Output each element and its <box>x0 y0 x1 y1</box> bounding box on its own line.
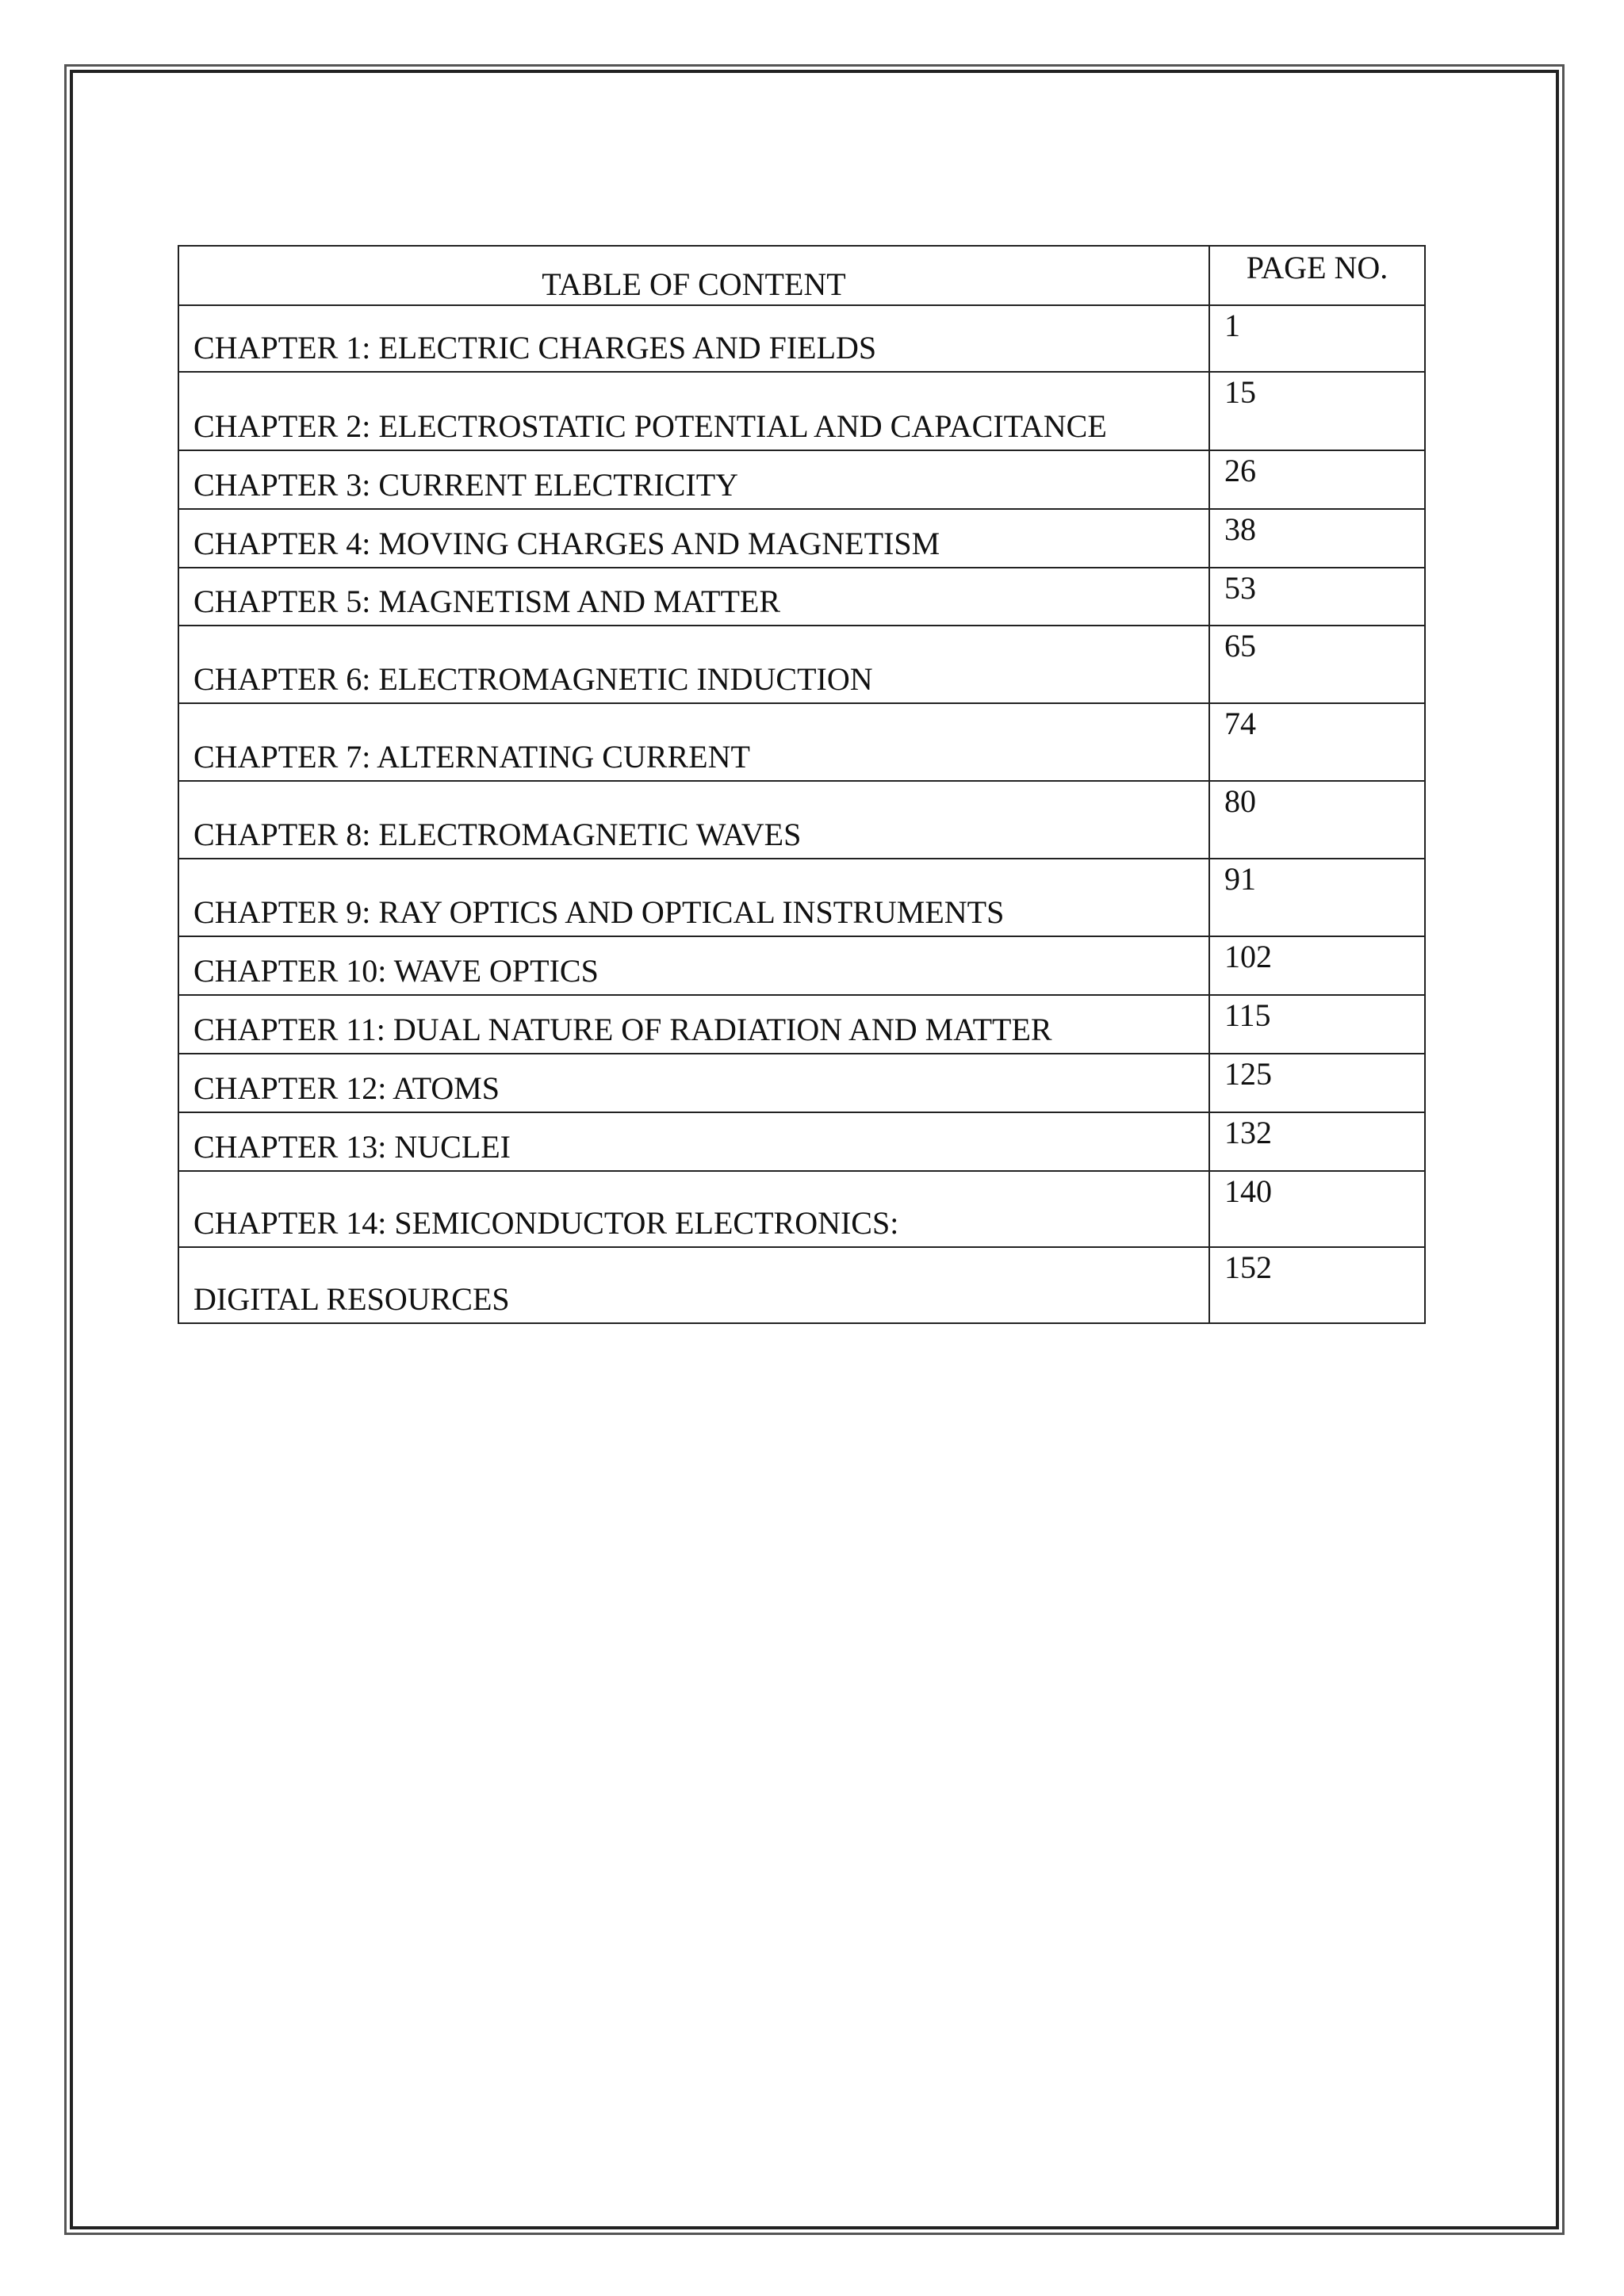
chapter-title: CHAPTER 11: DUAL NATURE OF RADIATION AND MATTER <box>178 995 1209 1054</box>
table-row <box>178 1247 1425 1323</box>
table-row <box>178 450 1425 509</box>
page-number-header: PAGE NO. <box>1209 246 1425 305</box>
table-row <box>178 509 1425 568</box>
chapter-page-number: 91 <box>1209 859 1425 936</box>
table-row <box>178 781 1425 859</box>
table-row <box>178 1054 1425 1112</box>
chapter-page-number: 140 <box>1209 1171 1425 1247</box>
chapter-page-number: 125 <box>1209 1054 1425 1112</box>
chapter-page-number: 74 <box>1209 703 1425 781</box>
chapter-page-number: 80 <box>1209 781 1425 859</box>
table-row <box>178 372 1425 450</box>
chapter-title: CHAPTER 9: RAY OPTICS AND OPTICAL INSTRUMENTS <box>178 859 1209 936</box>
table-of-contents <box>178 245 1426 1324</box>
chapter-title: CHAPTER 10: WAVE OPTICS <box>178 936 1209 995</box>
chapter-title: CHAPTER 14: SEMICONDUCTOR ELECTRONICS: <box>178 1171 1209 1247</box>
table-row <box>178 568 1425 626</box>
toc-heading: TABLE OF CONTENT <box>178 246 1209 305</box>
chapter-page-number: 65 <box>1209 626 1425 703</box>
table-row <box>178 1112 1425 1171</box>
chapter-page-number: 15 <box>1209 372 1425 450</box>
chapter-title: CHAPTER 2: ELECTROSTATIC POTENTIAL AND CAPACITANCE <box>178 372 1209 450</box>
toc-header-row <box>178 246 1425 305</box>
table-row <box>178 703 1425 781</box>
chapter-page-number: 115 <box>1209 995 1425 1054</box>
chapter-title: CHAPTER 5: MAGNETISM AND MATTER <box>178 568 1209 626</box>
chapter-page-number: 1 <box>1209 305 1425 372</box>
table-row <box>178 626 1425 703</box>
chapter-title: CHAPTER 12: ATOMS <box>178 1054 1209 1112</box>
chapter-title: DIGITAL RESOURCES <box>178 1247 1209 1323</box>
table-row <box>178 305 1425 372</box>
table-row <box>178 995 1425 1054</box>
chapter-page-number: 152 <box>1209 1247 1425 1323</box>
chapter-page-number: 38 <box>1209 509 1425 568</box>
chapter-page-number: 53 <box>1209 568 1425 626</box>
table-row <box>178 1171 1425 1247</box>
chapter-page-number: 26 <box>1209 450 1425 509</box>
chapter-title: CHAPTER 13: NUCLEI <box>178 1112 1209 1171</box>
table-row <box>178 936 1425 995</box>
chapter-title: CHAPTER 6: ELECTROMAGNETIC INDUCTION <box>178 626 1209 703</box>
chapter-title: CHAPTER 3: CURRENT ELECTRICITY <box>178 450 1209 509</box>
chapter-title: CHAPTER 7: ALTERNATING CURRENT <box>178 703 1209 781</box>
table-row <box>178 859 1425 936</box>
chapter-title: CHAPTER 1: ELECTRIC CHARGES AND FIELDS <box>178 305 1209 372</box>
chapter-page-number: 102 <box>1209 936 1425 995</box>
chapter-title: CHAPTER 8: ELECTROMAGNETIC WAVES <box>178 781 1209 859</box>
chapter-page-number: 132 <box>1209 1112 1425 1171</box>
chapter-title: CHAPTER 4: MOVING CHARGES AND MAGNETISM <box>178 509 1209 568</box>
